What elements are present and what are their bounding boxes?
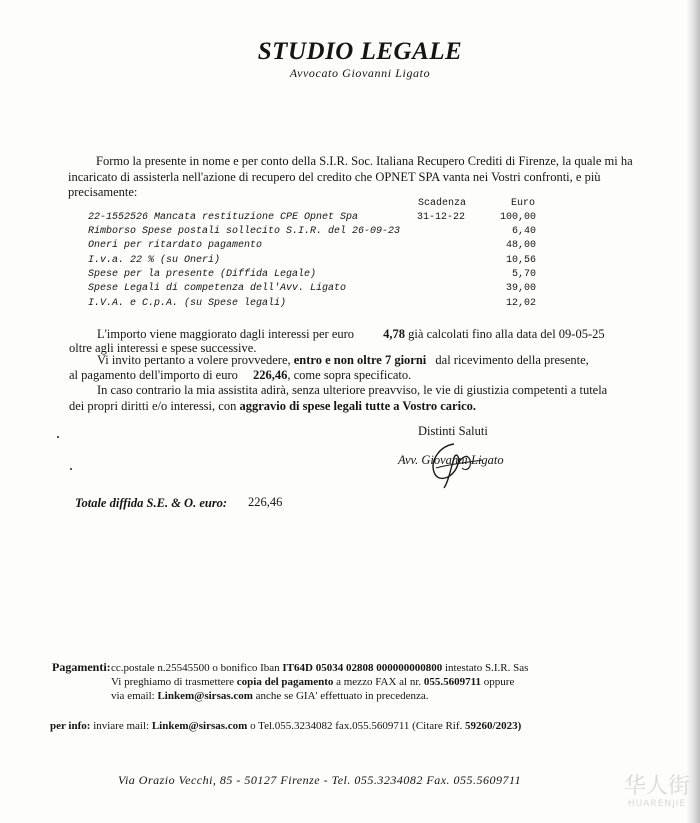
- deadline-text: entro e non oltre 7 giorni: [293, 353, 427, 367]
- payments-text-b: intestato S.I.R. Sas: [444, 662, 529, 674]
- table-row-amount: 10,56: [505, 255, 536, 266]
- warning-line-1: In caso contrario la mia assistita adirà, senza ulteriore preavviso, le vie di giustizia competenti a tutela: [97, 383, 608, 397]
- fax-number: 055.5609711: [423, 676, 482, 688]
- payments-line-2: [111, 675, 514, 689]
- table-row-desc: Spese Legali di competenza dell'Avv. Ligato: [88, 283, 347, 294]
- payment-request-text-a: Vi invito pertanto a volere provvedere,: [97, 353, 291, 367]
- info-label: per info:: [50, 720, 91, 732]
- payments-label: Pagamenti:: [52, 660, 111, 674]
- column-header-scadenza: Scadenza: [418, 198, 467, 209]
- payments-line-3: [111, 689, 428, 703]
- watermark-latin: HUARENJIE: [627, 799, 687, 809]
- column-header-euro: Euro: [511, 198, 536, 209]
- table-row-desc: 22-1552526 Mancata restituzione CPE Opnet Spa: [88, 212, 359, 223]
- page-edge-shadow: [686, 0, 700, 823]
- info-line: [50, 719, 521, 733]
- iban-value: IT64D 05034 02808 000000000800: [282, 662, 443, 674]
- payment-request-text-d: , come sopra specificato.: [287, 368, 412, 382]
- payment-request-text-c: al pagamento dell'importo di euro: [69, 368, 238, 382]
- info-text-b: o Tel.055.3234082 fax.055.5609711 (Citare Rif.: [250, 720, 463, 732]
- intro-line-3: precisamente:: [68, 185, 138, 199]
- watermark-chinese: 华人街: [623, 774, 690, 799]
- table-row-amount: 5,70: [511, 269, 536, 280]
- table-row-amount: 100,00: [499, 212, 536, 223]
- payment-amount: 226,46: [253, 368, 288, 382]
- letterhead-footer-address: Via Orazio Vecchi, 85 - 50127 Firenze - Tel. 055.3234082 Fax. 055.5609711: [118, 773, 522, 787]
- table-row-desc: Rimborso Spese postali sollecito S.I.R. del 26-09-23: [88, 226, 401, 237]
- payments-text-e: a mezzo FAX al nr.: [336, 676, 422, 688]
- interest-text-b: già calcolati fino alla data del 09-05-25: [408, 327, 605, 341]
- info-text-a: inviare mail:: [93, 720, 150, 732]
- payments-text-c: Vi preghiamo di trasmettere: [111, 676, 235, 688]
- payments-line-1: [111, 661, 528, 675]
- payments-text-f: oppure: [483, 676, 515, 688]
- table-row-desc: Oneri per ritardato pagamento: [88, 240, 263, 251]
- total-amount: 226,46: [248, 495, 283, 509]
- payments-text-d: copia del pagamento: [236, 676, 334, 688]
- letterhead-subtitle: Avvocato Giovanni Ligato: [289, 66, 431, 80]
- payments-text-a: cc.postale n.25545500 o bonifico Iban: [111, 662, 280, 674]
- table-row-desc: I.v.a. 22 % (su Oneri): [88, 255, 221, 266]
- payment-request-text-b: dal ricevimento della presente,: [435, 353, 589, 367]
- warning-line-2: [69, 398, 476, 415]
- payments-text-g: via email:: [111, 690, 155, 702]
- warning-emphasis: aggravio di spese legali tutte a Vostro carico.: [239, 399, 477, 413]
- table-row-amount: 6,40: [511, 226, 536, 237]
- total-label: Totale diffida S.E. & O. euro:: [75, 496, 228, 510]
- table-row-desc: I.V.A. e C.p.A. (su Spese legali): [88, 298, 287, 309]
- intro-line-2: incaricato di assisterla nell'azione di recupero del credito che OPNET SPA vanta nei Vostri confronti, e più: [68, 170, 601, 184]
- payments-email: Linkem@sirsas.com: [157, 690, 253, 702]
- signature-name: Avv. Giovanni Ligato: [398, 453, 504, 467]
- handwritten-signature: [410, 438, 490, 490]
- interest-amount: 4,78: [383, 327, 406, 341]
- warning-text-a: dei propri diritti e/o interessi, con: [69, 399, 237, 413]
- info-reference: 59260/2023): [465, 720, 522, 732]
- payments-text-h: anche se GIA' effettuato in precedenza.: [255, 690, 429, 702]
- letterhead-title: STUDIO LEGALE: [257, 38, 463, 65]
- watermark: [624, 775, 690, 809]
- scan-speck: [70, 468, 72, 470]
- interest-text-a: L'importo viene maggiorato dagli interessi per euro: [97, 327, 355, 341]
- intro-line-1: Formo la presente in nome e per conto della S.I.R. Soc. Italiana Recupero Crediti di Firenze, la quale mi ha: [96, 154, 633, 168]
- interest-paragraph-line-2: oltre agli interessi e spese successive.: [69, 341, 257, 355]
- table-row-amount: 39,00: [505, 283, 536, 294]
- table-row-amount: 12,02: [505, 298, 536, 309]
- table-row-desc: Spese per la presente (Diffida Legale): [88, 269, 317, 280]
- info-email: Linkem@sirsas.com: [151, 720, 248, 732]
- table-row-amount: 48,00: [505, 240, 536, 251]
- table-row-date: 31-12-22: [417, 212, 466, 223]
- closing-greeting: Distinti Saluti: [418, 424, 488, 438]
- scan-speck: [57, 436, 59, 438]
